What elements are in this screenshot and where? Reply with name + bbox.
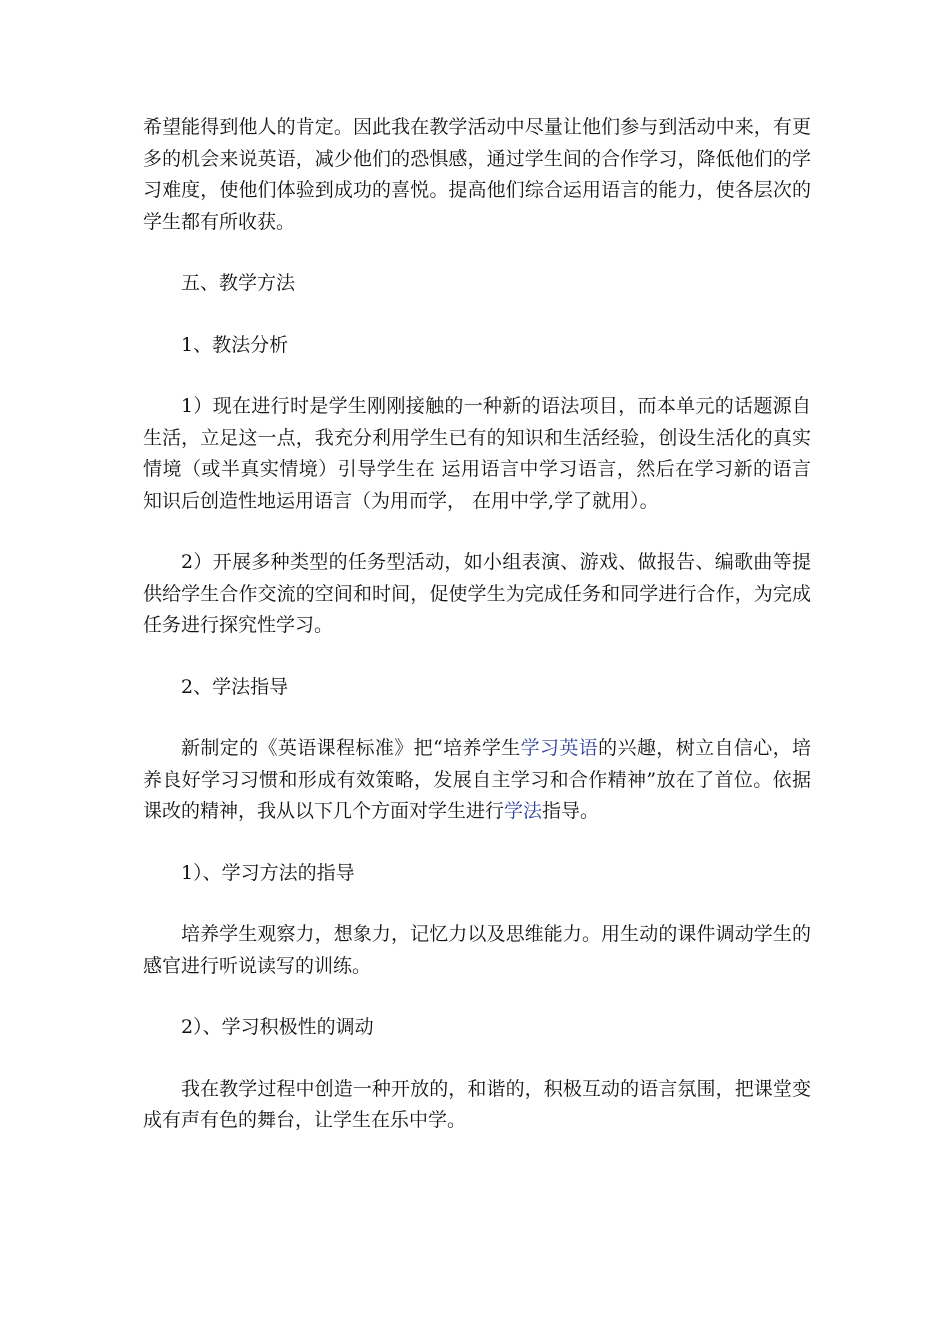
link-learn-english[interactable]: 学习英语 (520, 737, 599, 759)
paragraph-present-continuous: 1）现在进行时是学生刚刚接触的一种新的语法项目，而本单元的话题源自生活，立足这一点，我充分利用学生已有的知识和生活经验，创设生活化的真实情境（或半真实情境）引导学生在 运用语言中学习语言，然后在学习新的语言知识后创造性地运用语言（为用而学， 在用中学,学了就用）。 (143, 395, 811, 512)
paragraph-text: 的兴趣，树立自信心，培养良好学习习惯和形成有效策略，发展自主学习和合作精神”放在了首位。依据课改的精神，我从以下几个方面对学生进行 (143, 737, 811, 822)
paragraph-observation: 培养学生观察力，想象力，记忆力以及思维能力。用生动的课件调动学生的感官进行听说读写的训练。 (143, 923, 811, 977)
paragraph-text: 新制定的《英语课程标准》把“培养学生 (181, 737, 521, 759)
paragraph-task-activities: 2）开展多种类型的任务型活动，如小组表演、游戏、做报告、编歌曲等提供给学生合作交流的空间和时间，促使学生为完成任务和同学进行合作，为完成任务进行探究性学习。 (143, 551, 811, 636)
link-study-method[interactable]: 学法 (504, 800, 543, 822)
section-heading-teaching-methods: 五、教学方法 (181, 272, 296, 294)
subheading-teaching-analysis: 1、教法分析 (181, 333, 289, 356)
paragraph-curriculum-standard (143, 733, 811, 828)
subheading-study-guidance: 2、学法指导 (181, 675, 289, 698)
paragraph-text: 指导。 (542, 800, 600, 822)
subheading-motivation: 2）、学习积极性的调动 (181, 1016, 374, 1038)
paragraph-atmosphere: 我在教学过程中创造一种开放的，和谐的，积极互动的语言氛围，把课堂变成有声有色的舞台，让学生在乐中学。 (143, 1077, 811, 1131)
document-body (143, 112, 811, 1137)
subheading-learning-method: 1）、学习方法的指导 (181, 861, 355, 884)
paragraph-encouragement: 希望能得到他人的肯定。因此我在教学活动中尽量让他们参与到活动中来，有更多的机会来说英语，减少他们的恐惧感，通过学生间的合作学习，降低他们的学习难度，使他们体验到成功的喜悦。提高他们综合运用语言的能力，使各层次的学生都有所收获。 (143, 116, 811, 233)
